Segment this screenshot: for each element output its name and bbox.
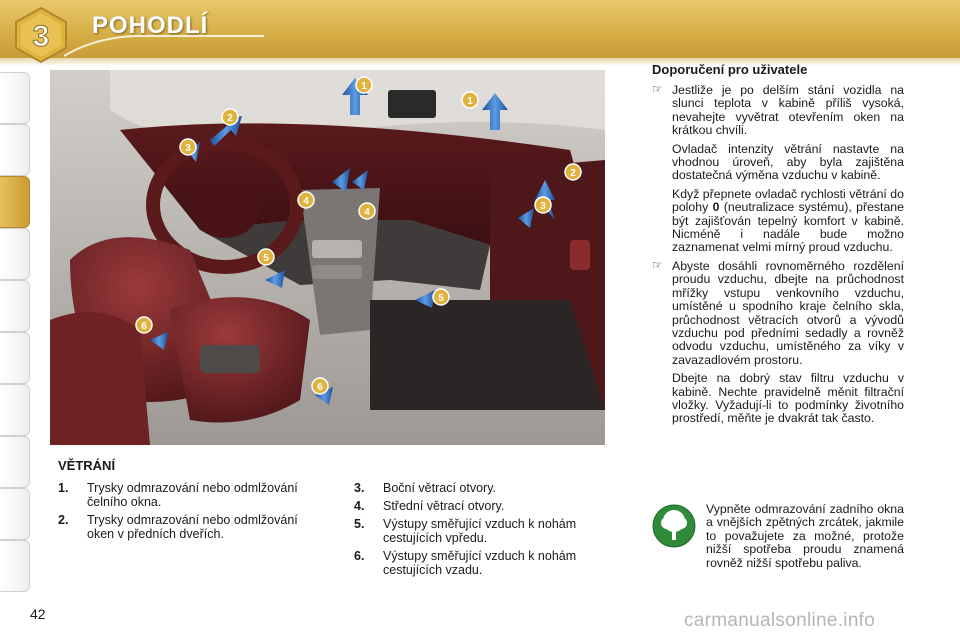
callout-4a bbox=[298, 192, 314, 208]
chapter-tab-8[interactable] bbox=[0, 436, 30, 488]
chapter-tab-2[interactable] bbox=[0, 124, 30, 176]
legend-text: Výstupy směřující vzduch k nohám cestujících vzadu. bbox=[383, 549, 577, 577]
callout-1b bbox=[462, 92, 478, 108]
chapter-tab-1[interactable] bbox=[0, 72, 30, 124]
recommendation-bullet bbox=[652, 84, 904, 255]
display-screen bbox=[388, 90, 436, 118]
callout-2b bbox=[565, 164, 581, 180]
svg-text:6: 6 bbox=[141, 321, 147, 332]
svg-text:5: 5 bbox=[263, 253, 269, 264]
floor-carpet bbox=[370, 300, 605, 410]
legend-text: Trysky odmrazování nebo odmlžování oken v předních dveřích. bbox=[87, 513, 298, 541]
svg-text:4: 4 bbox=[303, 196, 309, 207]
legend-item bbox=[354, 549, 594, 577]
callout-6a bbox=[136, 317, 152, 333]
chapter-tab-5[interactable] bbox=[0, 280, 30, 332]
watermark: carmanualsonline.info bbox=[684, 610, 876, 631]
legend-item bbox=[354, 481, 594, 495]
recommendation-paragraph: Když přepnete ovladač rychlosti větrání do polohy 0 (neutralizace systému), přestane být zajišťován tepelný komfort v kabině. Nicméně i nadále bude možno zaznamenat velmi mírný proud vzduchu. bbox=[672, 186, 904, 255]
eco-icon-spacer bbox=[652, 503, 706, 557]
legend-number: 4. bbox=[354, 499, 365, 513]
chapter-number-badge bbox=[14, 6, 68, 64]
armrest bbox=[200, 345, 260, 373]
chapter-tab-10[interactable] bbox=[0, 540, 30, 592]
svg-text:1: 1 bbox=[361, 81, 367, 92]
legend-number: 6. bbox=[354, 549, 365, 563]
legend-item bbox=[354, 499, 594, 513]
legend-item bbox=[354, 517, 594, 545]
svg-text:5: 5 bbox=[438, 293, 444, 304]
recommendation-paragraph: Abyste dosáhli rovnoměrného rozdělení proudu vzduchu, dbejte na průchodnost mřížky vstupu venkovního vzduchu, umístěné u spodního kraje čelního skla, průchodnost větracích otvorů a vývodů vzduchu pod předními sedadly a rovněž odvodu vzduchu, umístěného za víky v zavazadlovém prostoru. bbox=[672, 258, 904, 367]
legend-number: 3. bbox=[354, 481, 365, 495]
svg-text:3: 3 bbox=[185, 143, 191, 154]
legend-text: Boční větrací otvory. bbox=[383, 481, 497, 495]
chapter-tab-7[interactable] bbox=[0, 384, 30, 436]
ventilation-title: VĚTRÁNÍ bbox=[58, 458, 116, 473]
chapter-tab-3-active[interactable] bbox=[0, 176, 30, 228]
svg-text:4: 4 bbox=[364, 207, 370, 218]
recommendation-paragraph: Jestliže je po delším stání vozidla na slunci teplota v kabině příliš vysoká, nevahejte vyvětrat otevřením oken na krátkou chvíli. bbox=[672, 83, 904, 138]
chapter-number: 3 bbox=[32, 20, 50, 53]
page-title: POHODLÍ bbox=[92, 12, 209, 39]
callout-4b bbox=[359, 203, 375, 219]
car-interior-ventilation-illustration bbox=[50, 70, 605, 445]
recommendations-title: Doporučení pro uživatele bbox=[652, 62, 808, 77]
page-number: 42 bbox=[30, 606, 46, 622]
callout-5a bbox=[258, 249, 274, 265]
svg-text:3: 3 bbox=[540, 201, 546, 212]
chapter-tab-4[interactable] bbox=[0, 228, 30, 280]
pointing-hand-icon: ☞ bbox=[652, 82, 663, 96]
position-zero-value: 0 bbox=[712, 200, 720, 215]
eco-note bbox=[652, 503, 904, 570]
recommendations-body bbox=[652, 84, 904, 431]
svg-text:6: 6 bbox=[317, 382, 323, 393]
callout-2a bbox=[222, 109, 238, 125]
svg-text:2: 2 bbox=[570, 168, 576, 179]
chapter-tab-strip bbox=[0, 72, 34, 582]
rear-seat bbox=[50, 312, 150, 445]
recommendation-bullet bbox=[652, 257, 904, 426]
callout-1a bbox=[356, 77, 372, 93]
legend-text: Trysky odmrazování nebo odmlžování čelního okna. bbox=[87, 481, 298, 509]
ventilation-legend-right bbox=[354, 481, 594, 581]
callout-3b bbox=[535, 197, 551, 213]
recommendation-paragraph: Dbejte na dobrý stav filtru vzduchu v kabině. Nechte pravidelně měnit filtrační vložky. Vyžadují-li to podmínky životního prostředí, měňte je dvakrát tak často. bbox=[672, 371, 904, 426]
svg-text:2: 2 bbox=[227, 113, 233, 124]
svg-text:1: 1 bbox=[467, 96, 473, 107]
callout-3a bbox=[180, 139, 196, 155]
ventilation-legend-left bbox=[58, 481, 298, 545]
legend-item bbox=[58, 513, 298, 541]
chapter-tab-6[interactable] bbox=[0, 332, 30, 384]
pointing-hand-icon: ☞ bbox=[652, 257, 663, 272]
callout-6b bbox=[312, 378, 328, 394]
legend-number: 5. bbox=[354, 517, 365, 531]
legend-number: 2. bbox=[58, 513, 69, 527]
eco-note-text: Vypněte odmrazování zadního okna a vnějších zpětných zrcátek, jakmile to považujete za možné, protože nižší spotřeba proudu znamená rovněž nižší spotřebu paliva. bbox=[706, 502, 904, 570]
legend-text: Výstupy směřující vzduch k nohám cestujících vpředu. bbox=[383, 517, 577, 545]
chapter-tab-9[interactable] bbox=[0, 488, 30, 540]
callout-5b bbox=[433, 289, 449, 305]
legend-text: Střední větrací otvory. bbox=[383, 499, 505, 513]
legend-number: 1. bbox=[58, 481, 69, 495]
legend-item bbox=[58, 481, 298, 509]
recommendation-paragraph: Ovladač intenzity větrání nastavte na vhodnou úroveň, aby byla zajištěna dostatečná výměna vzduchu v kabině. bbox=[672, 141, 904, 183]
